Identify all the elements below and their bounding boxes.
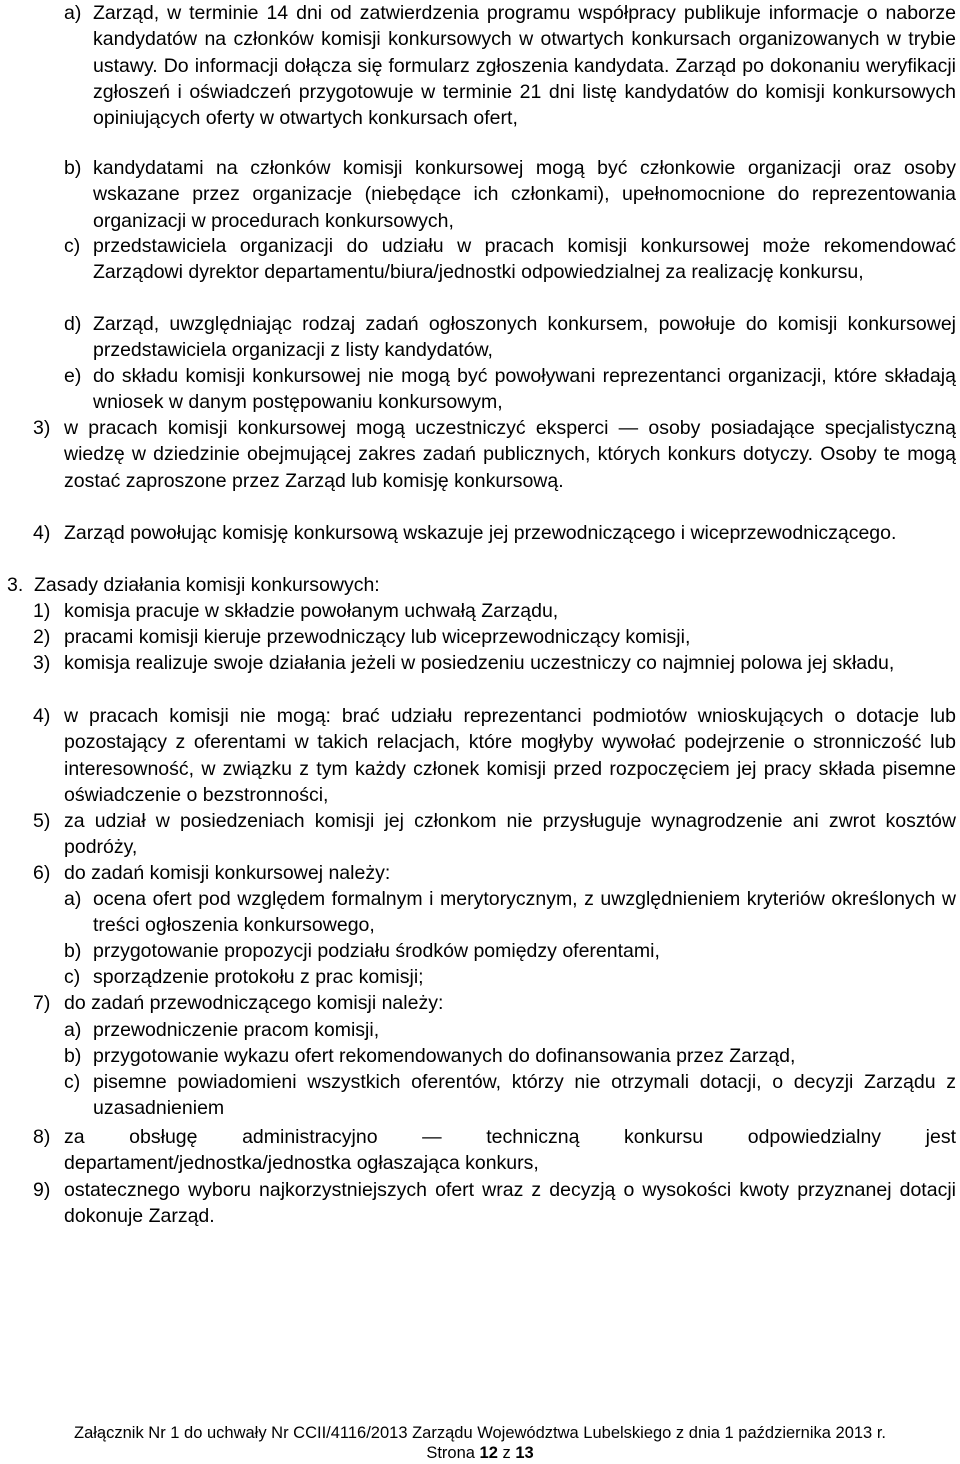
list-item xyxy=(64,311,956,364)
page-number xyxy=(0,1443,960,1463)
section-title: Zasady działania komisji konkursowych: xyxy=(34,574,380,596)
list-item xyxy=(64,938,956,964)
section-heading xyxy=(7,572,956,598)
list-item-label: 7) xyxy=(33,992,51,1014)
list-item-label: a) xyxy=(64,888,82,910)
list-item-text: Zarząd, w terminie 14 dni od zatwierdzenia programu współpracy publikuje informacje o naborze kandydatów na członków komisji konkursowych w otwartych konkursach organizowanych w trybie ustawy. Do informacji dołącza się formularz zgłoszenia kandydata. Zarząd po dokonaniu weryfikacji zgłoszeń i oświadczeń przygotowuje w terminie 21 dni listę kandydatów do komisji konkursowych opiniujących oferty w otwartych konkursach ofert, xyxy=(93,2,956,130)
list-item-text: do składu komisji konkursowej nie mogą być powoływani reprezentanci organizacji, które składają wniosek w danym postępowaniu konkursowym, xyxy=(93,365,956,414)
list-item-text: kandydatami na członków komisji konkursowej mogą być członkowie organizacji oraz osoby wskazane przez organizacje (niebędące ich członkami), upełnomocnione do reprezentowania organizacji w procedurach konkursowych, xyxy=(93,157,956,232)
list-item-label: 4) xyxy=(33,705,51,727)
list-item-text: ostatecznego wyboru najkorzystniejszych ofert wraz z decyzją o wysokości kwoty przyznanej dotacji dokonuje Zarząd. xyxy=(64,1179,956,1228)
list-item-label: e) xyxy=(64,365,82,387)
list-item-text: pracami komisji kieruje przewodniczący lub wiceprzewodniczący komisji, xyxy=(64,626,691,648)
list-item-text: sporządzenie protokołu z prac komisji; xyxy=(93,966,424,988)
list-item-label: a) xyxy=(64,1019,82,1041)
list-item-text: przygotowanie wykazu ofert rekomendowanych do dofinansowania przez Zarząd, xyxy=(93,1045,796,1067)
list-item-label: 4) xyxy=(33,522,51,544)
list-item-text: za udział w posiedzeniach komisji jej członkom nie przysługuje wynagrodzenie ani zwrot kosztów podróży, xyxy=(64,810,956,859)
list-item-text: w pracach komisji konkursowej mogą uczestniczyć eksperci — osoby posiadające specjalistyczną wiedzę w dziedzinie obejmującej zakres zadań publicznych, których konkurs dotyczy. Osoby te mogą zostać zaproszone przez Zarząd lub komisję konkursową. xyxy=(64,417,956,492)
list-item xyxy=(33,1124,956,1177)
list-item xyxy=(33,598,956,624)
list-item-text: pisemne powiadomieni wszystkich oferentów, którzy nie otrzymali dotacji, o decyzji Zarządu z uzasadnieniem xyxy=(93,1071,956,1120)
list-item-label: b) xyxy=(64,1045,82,1067)
list-item xyxy=(64,1069,956,1122)
list-item-label: c) xyxy=(64,966,81,988)
section-number: 3. xyxy=(7,574,24,596)
list-item xyxy=(64,886,956,939)
list-item xyxy=(33,415,956,494)
list-item xyxy=(33,703,956,808)
list-item-label: 6) xyxy=(33,862,51,884)
list-item xyxy=(33,624,956,650)
list-item-text: Zarząd, uwzględniając rodzaj zadań ogłoszonych konkursem, powołuje do komisji konkursowej przedstawiciela organizacji z listy kandydatów, xyxy=(93,313,956,362)
list-item-text: ocena ofert pod względem formalnym i merytorycznym, z uwzględnieniem kryteriów określonych w treści ogłoszenia konkursowego, xyxy=(93,888,956,937)
page-current: 12 xyxy=(479,1444,498,1462)
list-item-text: komisja pracuje w składzie powołanym uchwałą Zarządu, xyxy=(64,600,559,622)
list-item xyxy=(64,1017,956,1043)
list-item-text: do zadań komisji konkursowej należy: xyxy=(64,862,391,884)
list-item-text: przygotowanie propozycji podziału środków pomiędzy oferentami, xyxy=(93,940,660,962)
list-item-label: 1) xyxy=(33,600,51,622)
list-item-label: 3) xyxy=(33,417,51,439)
list-item-text: do zadań przewodniczącego komisji należy: xyxy=(64,992,444,1014)
list-item xyxy=(33,520,956,546)
list-item-label: 5) xyxy=(33,810,51,832)
list-item-text: przewodniczenie pracom komisji, xyxy=(93,1019,380,1041)
list-item-label: b) xyxy=(64,157,82,179)
list-item xyxy=(64,233,956,286)
list-item-label: 8) xyxy=(33,1126,51,1148)
list-item-label: 3) xyxy=(33,652,51,674)
list-item xyxy=(64,964,956,990)
page-word: Strona xyxy=(426,1444,475,1462)
list-item-label: c) xyxy=(64,235,81,257)
list-item xyxy=(64,1043,956,1069)
list-item xyxy=(64,0,956,131)
list-item-label: b) xyxy=(64,940,82,962)
footer-caption: Załącznik Nr 1 do uchwały Nr CCII/4116/2013 Zarządu Województwa Lubelskiego z dnia 1 października 2013 r. xyxy=(74,1424,886,1442)
list-item-label: d) xyxy=(64,313,82,335)
list-item-text: za obsługę administracyjno — techniczną konkursu odpowiedzialny jest departament/jednostka/jednostka ogłaszająca konkurs, xyxy=(64,1126,956,1175)
list-item xyxy=(33,808,956,861)
page-of: z xyxy=(502,1444,511,1462)
list-item-text: w pracach komisji nie mogą: brać udziału reprezentanci podmiotów wnioskujących o dotacje lub pozostający z oferentami w takich relacjach, które mogłyby wywołać podejrzenie o stronniczość lub interesowność, w związku z tym każdy członek komisji przed rozpoczęciem jej pracy składa pisemne oświadczenie o bezstronności, xyxy=(64,705,956,806)
list-item xyxy=(33,860,956,886)
list-item xyxy=(64,155,956,234)
list-item xyxy=(33,990,956,1016)
list-item-text: przedstawiciela organizacji do udziału w pracach komisji konkursowej może rekomendować Zarządowi dyrektor departamentu/biura/jednostki odpowiedzialnej za realizację konkursu, xyxy=(93,235,956,284)
list-item-label: 2) xyxy=(33,626,51,648)
list-item xyxy=(33,650,956,676)
list-item-label: c) xyxy=(64,1071,81,1093)
list-item xyxy=(33,1177,956,1230)
list-item-label: a) xyxy=(64,2,82,24)
list-item-text: Zarząd powołując komisję konkursową wskazuje jej przewodniczącego i wiceprzewodniczącego. xyxy=(64,522,897,544)
list-item xyxy=(64,363,956,416)
page-total: 13 xyxy=(515,1444,534,1462)
list-item-text: komisja realizuje swoje działania jeżeli w posiedzeniu uczestniczy co najmniej polowa jej składu, xyxy=(64,652,895,674)
list-item-label: 9) xyxy=(33,1179,51,1201)
